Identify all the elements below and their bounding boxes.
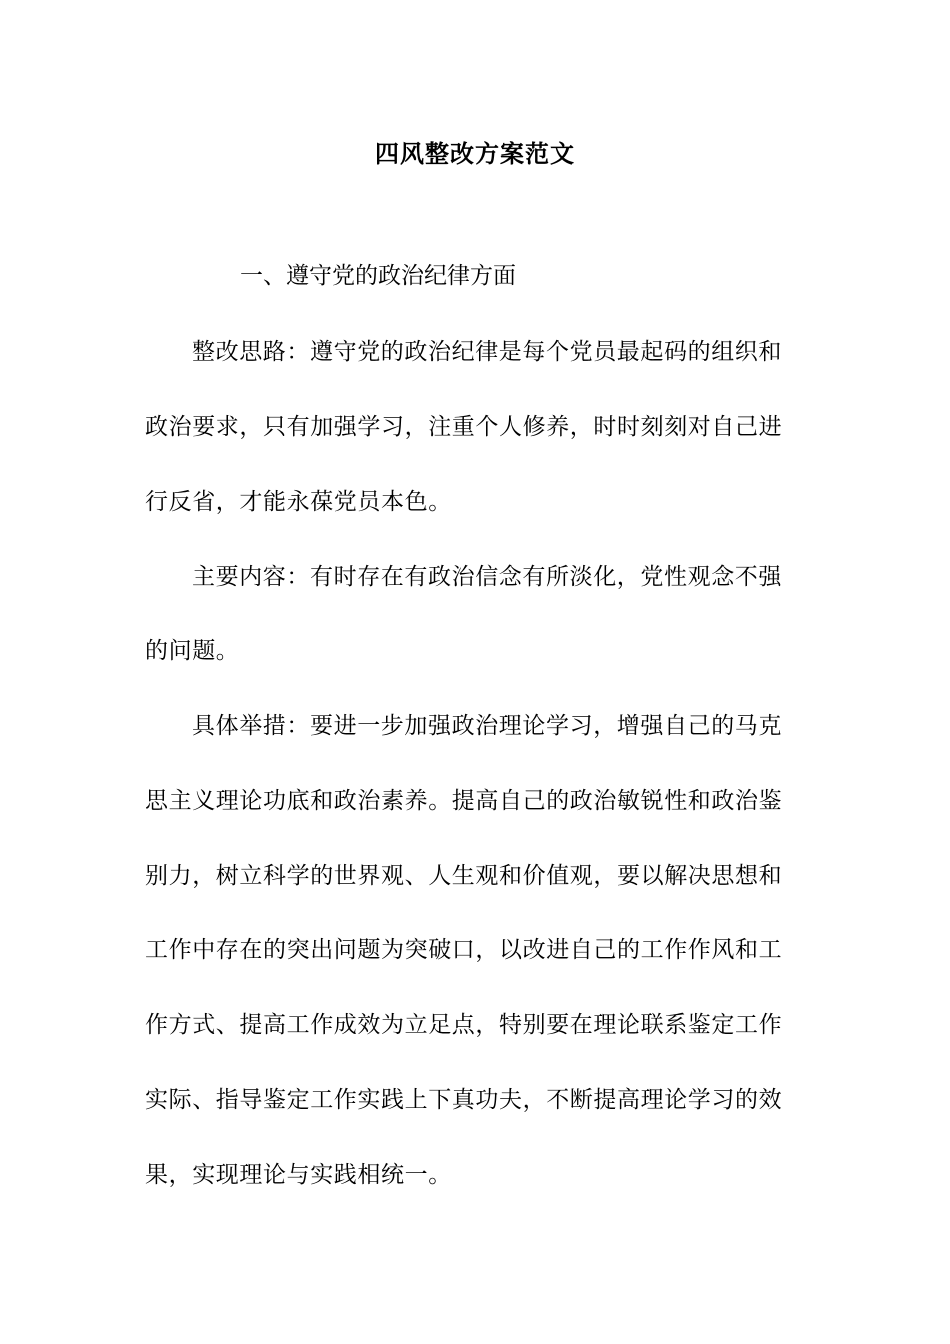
paragraph-line: 的问题。 [145, 638, 240, 664]
paragraph-line: 别力，树立科学的世界观、人生观和价值观，要以解决思想和 [145, 863, 783, 889]
document-title: 四风整改方案范文 [375, 139, 575, 168]
paragraph-line: 思主义理论功底和政治素养。提高自己的政治敏锐性和政治鉴 [145, 788, 783, 814]
paragraph-line: 主要内容：有时存在有政治信念有所淡化，党性观念不强 [192, 564, 782, 590]
paragraph-line: 果，实现理论与实践相统一。 [145, 1162, 452, 1188]
paragraph-line: 工作中存在的突出问题为突破口，以改进自己的工作作风和工 [145, 937, 783, 963]
section-heading: 一、遵守党的政治纪律方面 [240, 263, 516, 289]
paragraph-line: 具体举措：要进一步加强政治理论学习，增强自己的马克 [192, 713, 782, 739]
paragraph-line: 整改思路：遵守党的政治纪律是每个党员最起码的组织和 [192, 339, 782, 365]
paragraph-line: 实际、指导鉴定工作实践上下真功夫，不断提高理论学习的效 [145, 1087, 783, 1113]
paragraph-line: 作方式、提高工作成效为立足点，特别要在理论联系鉴定工作 [145, 1012, 783, 1038]
paragraph-line: 政治要求，只有加强学习，注重个人修养，时时刻刻对自己进 [145, 414, 783, 440]
paragraph-line: 行反省，才能永葆党员本色。 [145, 489, 452, 515]
